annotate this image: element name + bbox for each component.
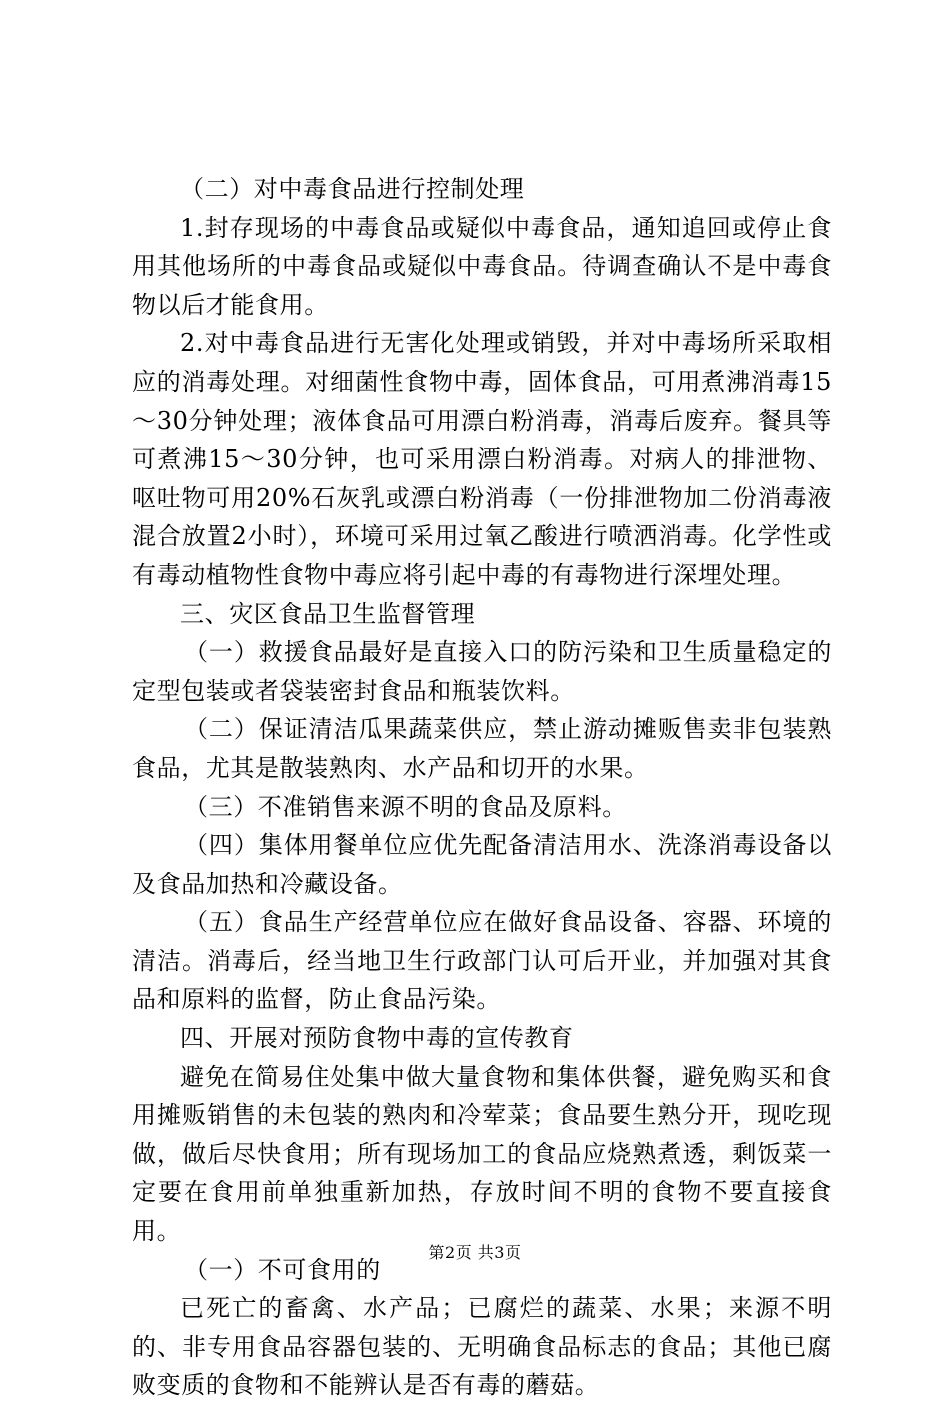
paragraph-rescue-food: （一）救援食品最好是直接入口的防污染和卫生质量稳定的定型包装或者袋装密封食品和瓶装饮料。 [132, 638, 832, 705]
document-body [132, 170, 832, 1405]
paragraph-producer-cleaning: （五）食品生产经营单位应在做好食品设备、容器、环境的清洁。消毒后，经当地卫生行政部门认可后开业，并加强对其食品和原料的监督，防止食品污染。 [132, 908, 832, 1014]
paragraph-group-dining: （四）集体用餐单位应优先配备清洁用水、洗涤消毒设备以及食品加热和冷藏设备。 [132, 831, 832, 898]
page-number-footer: 第2页 共3页 [428, 1243, 522, 1262]
paragraph-unknown-source: （三）不准销售来源不明的食品及原料。 [184, 792, 627, 821]
section-heading-control-treatment: （二）对中毒食品进行控制处理 [180, 175, 525, 203]
section-heading-education: 四、开展对预防食物中毒的宣传教育 [180, 1024, 574, 1053]
paragraph-fruit-vegetable-supply: （二）保证清洁瓜果蔬菜供应，禁止游动摊贩售卖非包装熟食品，尤其是散装熟肉、水产品和切开的水果。 [132, 715, 832, 782]
paragraph-disinfection: 2.对中毒食品进行无害化处理或销毁，并对中毒场所采取相应的消毒处理。对细菌性食物中毒，固体食品，可用煮沸消毒15～30分钟处理；液体食品可用漂白粉消毒，消毒后废弃。餐具等可煮沸15～30分钟，也可采用漂白粉消毒。对病人的排泄物、呕吐物可用20%石灰乳或漂白粉消毒（一份排泄物加二份消毒液混合放置2小时），环境可采用过氧乙酸进行喷洒消毒。化学性或有毒动植物性食物中毒应将引起中毒的有毒物进行深埋处理。 [132, 329, 832, 589]
section-heading-food-supervision: 三、灾区食品卫生监督管理 [180, 599, 476, 628]
paragraph-not-edible-list: 已死亡的畜禽、水产品；已腐烂的蔬菜、水果；来源不明的、非专用食品容器包装的、无明确食品标志的食品；其他已腐败变质的食物和不能辨认是否有毒的蘑菇。 [132, 1294, 832, 1400]
subheading-not-edible: （一）不可食用的 [184, 1255, 381, 1284]
paragraph-avoid-mass-cooking: 避免在简易住处集中做大量食物和集体供餐，避免购买和食用摊贩销售的未包装的熟肉和冷荤菜；食品要生熟分开，现吃现做，做后尽快食用；所有现场加工的食品应烧熟煮透，剩饭菜一定要在食用前单独重新加热，存放时间不明的食物不要直接食用。 [132, 1062, 832, 1246]
paragraph-seal-food: 1.封存现场的中毒食品或疑似中毒食品，通知追回或停止食用其他场所的中毒食品或疑似中毒食品。待调查确认不是中毒食物以后才能食用。 [132, 213, 832, 319]
